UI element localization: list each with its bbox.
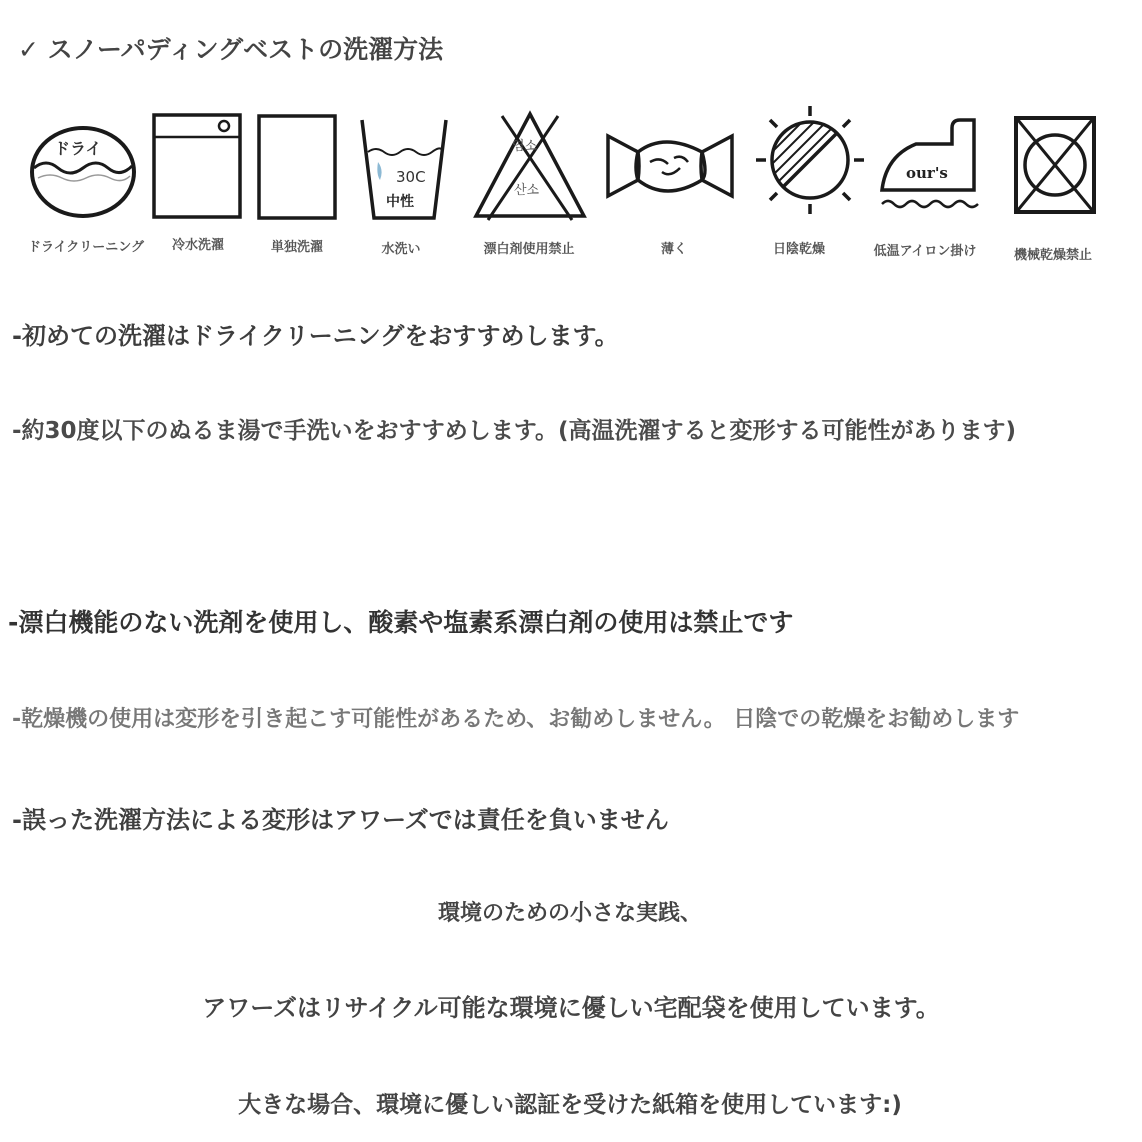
instruction-no-dryer: -乾燥機の使用は変形を引き起こす可能性があるため、お勧めしません。 日陰での乾燥をお勧めします (12, 707, 1020, 732)
caption-no-bleach: 漂白剤使用禁止 (483, 242, 575, 257)
caption-separate-wash: 単独洗濯 (270, 240, 324, 255)
basin-temp-text: 30C (396, 168, 426, 186)
eco-box-text: 大きな場合、環境に優しい認証を受けた紙箱を使用しています:) (238, 1092, 902, 1118)
caption-low-temp-iron: 低温アイロン掛け (873, 244, 977, 259)
hand-wash-basin-icon (358, 118, 450, 222)
instruction-no-bleach: -漂白機能のない洗剤を使用し、酸素や塩素系漂白剤の使用は禁止です (8, 608, 794, 637)
iron-brand-text: our's (906, 164, 948, 182)
caption-dry-clean: ドライクリーニング (27, 240, 145, 255)
eco-bag-text: アワーズはリサイクル可能な環境に優しい宅配袋を使用しています。 (202, 994, 940, 1022)
no-bleach-icon (472, 110, 588, 222)
shade-dry-icon (752, 102, 868, 218)
eco-heading: 環境のための小さな実践、 (437, 901, 702, 926)
instruction-first-wash: -初めての洗濯はドライクリーニングをおすすめします。 (12, 322, 619, 350)
cold-water-wash-icon (152, 113, 242, 219)
basin-neutral-text: 中性 (386, 194, 414, 210)
instruction-liability: -誤った洗濯方法による変形はアワーズでは責任を負いません (12, 806, 669, 834)
separate-wash-icon (257, 114, 337, 220)
care-symbols-row (0, 0, 1142, 280)
caption-hand-wash: 水洗い (381, 242, 421, 257)
caption-no-tumble-dry: 機械乾燥禁止 (1013, 248, 1093, 263)
low-temp-iron-icon (876, 116, 986, 216)
chlorine-text: 염소 (512, 139, 538, 154)
caption-wring-lightly: 薄く (660, 242, 688, 257)
no-tumble-dry-icon (1014, 116, 1096, 214)
oxygen-text: 산소 (514, 183, 540, 198)
page-title: ✓ スノーパディングベストの洗濯方法 (18, 35, 444, 64)
instruction-hand-wash: -約30度以下のぬるま湯で手洗いをおすすめします。(高温洗濯すると変形する可能性があります) (12, 418, 1016, 444)
caption-shade-dry: 日陰乾燥 (772, 242, 826, 257)
dry-clean-icon (28, 124, 138, 220)
dry-clean-icon-text: ドライ (54, 139, 102, 158)
caption-cold-water-wash: 冷水洗濯 (171, 238, 225, 253)
wring-lightly-icon (604, 128, 736, 204)
